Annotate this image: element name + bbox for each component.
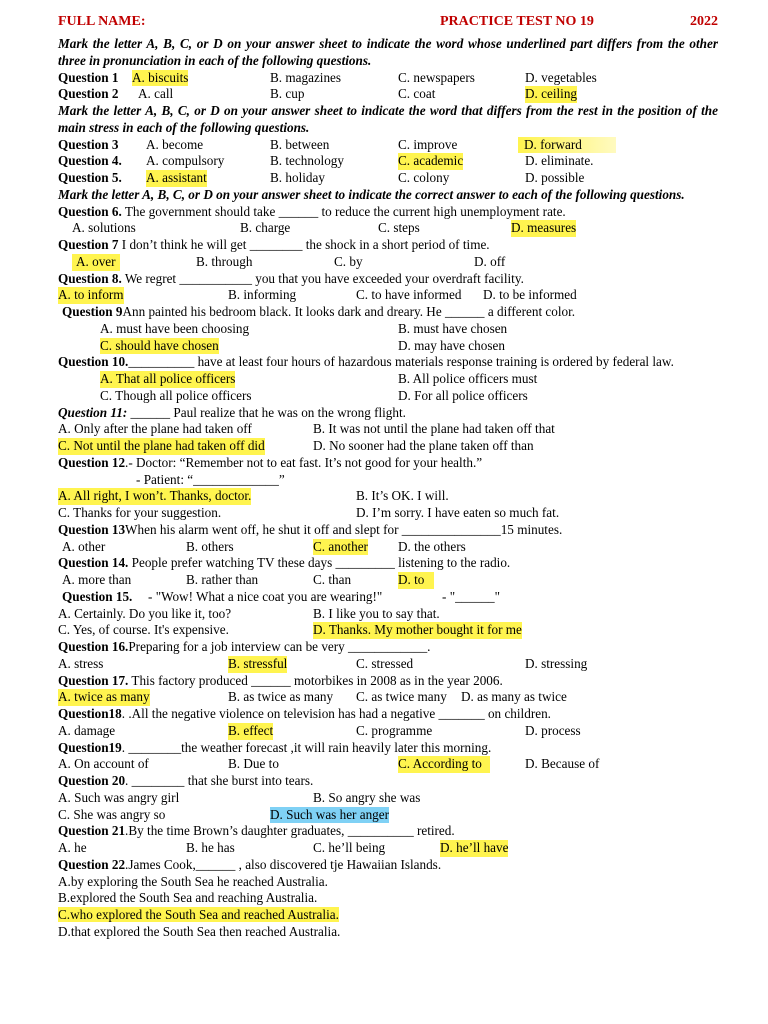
option-b: B. It was not until the plane had taken off that: [313, 421, 555, 437]
question-18-options: [58, 723, 718, 740]
option-b: B. effect: [228, 722, 274, 738]
option-d: D. vegetables: [525, 69, 597, 85]
question-12: [58, 455, 718, 472]
option-c: C. as twice many: [356, 689, 447, 705]
instruction-stress: Mark the letter A, B, C, or D on your answer sheet to indicate the word that differs from the rest in the position of the main stress in each of the following questions.: [58, 103, 718, 135]
option-a: A. On account of: [58, 756, 149, 772]
option-a: A. compulsory: [146, 153, 225, 169]
question-stem: I don’t think he will get ________ the shock in a short period of time.: [121, 237, 490, 252]
option-c: C. another: [313, 538, 368, 554]
option-c-line: [58, 907, 718, 924]
question-20: [58, 773, 718, 790]
option-d: D. the others: [398, 538, 466, 554]
test-year: 2022: [690, 14, 718, 29]
instruction-pronunciation: Mark the letter A, B, C, or D on your answer sheet to indicate the word whose underlined part differs from the other three in pronunciation in each of the following questions.: [58, 36, 718, 68]
option-b: B. between: [270, 136, 330, 152]
option-a: A. to inform: [58, 287, 124, 303]
question-20-options-cd: [58, 807, 718, 824]
test-page: [58, 14, 718, 941]
question-label: Question 16.: [58, 639, 129, 654]
option-d: D. to be informed: [483, 287, 577, 303]
question-15-options-ab: [58, 606, 718, 623]
question-17-options: [58, 689, 718, 706]
question-21-options: [58, 840, 718, 857]
option-c: C. Though all police officers: [100, 387, 252, 403]
question-stem: We regret ___________ you that you have exceeded your overdraft facility.: [124, 270, 524, 286]
question-21: [58, 823, 718, 840]
question-label: Question 20: [58, 773, 126, 788]
option-d: D. ceiling: [525, 86, 578, 102]
question-stem: . ________the weather forecast ,it will rain heavily later this morning.: [121, 739, 492, 755]
option-b: B. others: [186, 538, 234, 554]
option-b: B. holiday: [270, 170, 325, 185]
option-d: D. Such was her anger: [270, 806, 390, 822]
question-label: Question19: [58, 739, 122, 755]
question-19-options: [58, 756, 718, 773]
option-c: C. steps: [378, 220, 420, 236]
option-a: A. must have been choosing: [100, 320, 250, 336]
option-c: C. coat: [398, 86, 436, 102]
question-stem: .James Cook,______ , also discovered tje Hawaiian Islands.: [125, 856, 442, 872]
option-a: A. call: [138, 86, 174, 102]
question-9-options-ab: [58, 321, 718, 338]
question-label: Question 22: [58, 856, 126, 872]
option-c: C. According to: [398, 756, 490, 773]
option-d: D. off: [474, 253, 506, 269]
question-15-options-cd: [58, 622, 718, 639]
option-c: C. by: [334, 253, 363, 269]
option-c: C. academic: [398, 153, 464, 169]
option-d: D.that explored the South Sea then reached Australia.: [58, 923, 341, 939]
option-b: B. cup: [270, 86, 305, 102]
option-c: C. to have informed: [356, 287, 462, 303]
option-c: C. than: [313, 572, 352, 587]
option-d: D. as many as twice: [461, 689, 567, 705]
option-d: D. stressing: [525, 655, 588, 671]
option-b: B. must have chosen: [398, 320, 508, 336]
option-b: B. technology: [270, 153, 344, 169]
option-a: A. assistant: [146, 170, 207, 185]
option-a: A. All right, I won’t. Thanks, doctor.: [58, 488, 252, 504]
full-name-label: FULL NAME:: [58, 14, 146, 29]
question-4: [58, 153, 718, 170]
option-c: C. newspapers: [398, 69, 475, 85]
option-d: D. I’m sorry. I have eaten so much fat.: [356, 505, 560, 520]
option-a: A. become: [146, 136, 204, 152]
option-a: A. damage: [58, 722, 116, 738]
question-22: [58, 857, 718, 874]
question-10-options-cd: [58, 388, 718, 405]
question-10-options-ab: [58, 371, 718, 388]
option-d: D. may have chosen: [398, 337, 505, 353]
question-stem: This factory produced ______ motorbikes in 2008 as in the year 2006.: [131, 672, 503, 688]
option-b: B. as twice as many: [228, 689, 334, 705]
reply-blank: - "______": [442, 588, 501, 604]
option-d: D. to: [398, 572, 434, 589]
option-c: C. programme: [356, 722, 433, 738]
option-c: C. Not until the plane had taken off did: [58, 438, 265, 453]
question-2: [58, 86, 718, 103]
option-c: C.who explored the South Sea and reached Australia.: [58, 907, 339, 922]
option-d: D. measures: [511, 220, 577, 236]
question-label: Question 11:: [58, 404, 128, 420]
question-stem: . ________ that she burst into tears.: [125, 773, 314, 788]
option-d: D. possible: [525, 170, 585, 185]
option-b: B. I like you to say that.: [313, 605, 440, 621]
option-d: D. For all police officers: [398, 387, 528, 403]
option-d: D. No sooner had the plane taken off than: [313, 438, 534, 453]
question-16: [58, 639, 718, 656]
question-label: Question 15.: [62, 588, 133, 604]
option-a: A. solutions: [72, 220, 136, 236]
question-13-options: [58, 539, 718, 556]
question-14: [58, 555, 718, 572]
question-13: [58, 522, 718, 539]
question-label: Question 17.: [58, 672, 129, 688]
option-d: D. process: [525, 722, 581, 738]
question-stem: - "Wow! What a nice coat you are wearing!": [148, 588, 383, 604]
question-label: Question 3: [58, 136, 119, 152]
question-label: Question18: [58, 706, 122, 721]
option-c: C. he’ll being: [313, 840, 386, 855]
patient-reply: - Patient: “_____________”: [136, 471, 285, 487]
question-8: [58, 271, 718, 288]
option-a: A. biscuits: [132, 69, 189, 85]
question-stem: .By the time Brown’s daughter graduates, __________ retired.: [125, 823, 455, 839]
option-b: B. he has: [186, 840, 235, 855]
question-9-options-cd: [58, 338, 718, 355]
question-stem: . .All the negative violence on television has had a negative _______ on children.: [121, 706, 551, 721]
question-stem: .- Doctor: “Remember not to eat fast. It’s not good for your health.”: [125, 454, 483, 470]
question-stem: __________ have at least four hours of hazardous materials response training is ordered by federal law.: [128, 354, 674, 370]
question-6: [58, 204, 718, 221]
option-b: B. through: [196, 253, 253, 269]
question-stem: Ann painted his bedroom black. It looks dark and dreary. He ______ a different color.: [122, 304, 576, 319]
question-14-options: [58, 572, 718, 589]
question-12-options-cd: [58, 505, 718, 522]
test-title: PRACTICE TEST NO 19: [440, 14, 594, 29]
instruction-correct-answer: Mark the letter A, B, C, or D on your answer sheet to indicate the correct answer to each of the following questions.: [58, 186, 685, 202]
question-stem: Preparing for a job interview can be very ____________.: [128, 639, 431, 654]
question-11-options-ab: [58, 421, 718, 438]
question-label: Question 14.: [58, 555, 129, 571]
option-b: B. Due to: [228, 756, 279, 772]
option-b: B. rather than: [186, 572, 259, 587]
option-b: B. charge: [240, 220, 291, 236]
question-stem: The government should take ______ to reduce the current high unemployment rate.: [124, 203, 566, 219]
option-c: C. colony: [398, 170, 450, 185]
question-18: [58, 706, 718, 723]
question-17: [58, 673, 718, 690]
question-label: Question 1: [58, 69, 119, 85]
option-b: B. It’s OK. I will.: [356, 488, 449, 504]
question-12-patient-line: [58, 472, 718, 489]
option-d: D. forward: [518, 137, 616, 154]
option-a: A. more than: [62, 572, 132, 587]
option-c: C. improve: [398, 136, 458, 152]
question-12-options-ab: [58, 488, 718, 505]
question-label: Question 4.: [58, 153, 122, 169]
option-b: B. magazines: [270, 69, 342, 85]
option-c: C. Yes, of course. It's expensive.: [58, 622, 229, 638]
question-label: Question 5.: [58, 170, 122, 185]
option-d: D. Because of: [525, 756, 600, 772]
option-b: B. informing: [228, 287, 297, 303]
question-stem: When his alarm went off, he shut it off and slept for _______________15 minutes.: [125, 521, 563, 537]
question-6-options: [58, 220, 718, 237]
question-stem: ______ Paul realize that he was on the wrong flight.: [130, 404, 406, 420]
question-8-options: [58, 287, 718, 304]
option-c: C. Thanks for your suggestion.: [58, 505, 222, 520]
question-11: [58, 405, 718, 422]
question-label: Question 7: [58, 237, 119, 252]
question-stem: People prefer watching TV these days _________ listening to the radio.: [131, 555, 511, 571]
question-label: Question 21: [58, 823, 126, 839]
option-b: B.explored the South Sea and reaching Australia.: [58, 890, 318, 906]
option-a: A. Only after the plane had taken off: [58, 421, 252, 437]
option-a: A. over: [72, 254, 120, 271]
option-a: A. he: [58, 840, 87, 855]
question-15: [58, 589, 718, 606]
option-c: C. She was angry so: [58, 806, 166, 822]
option-a: A. That all police officers: [100, 371, 236, 386]
question-7: [58, 237, 718, 254]
option-b: B. So angry she was: [313, 789, 421, 805]
option-b: B. stressful: [228, 655, 288, 671]
option-a: A. Such was angry girl: [58, 789, 180, 805]
question-label: Question 10.: [58, 354, 129, 370]
question-7-options: [58, 254, 718, 271]
option-c: C. should have chosen: [100, 337, 219, 353]
question-label: Question 2: [58, 86, 119, 102]
option-a: A. stress: [58, 655, 104, 671]
option-b: B. All police officers must: [398, 371, 538, 386]
option-a: A. Certainly. Do you like it, too?: [58, 605, 232, 621]
question-20-options-ab: [58, 790, 718, 807]
question-19: [58, 740, 718, 757]
question-10: [58, 354, 718, 371]
question-9: [58, 304, 718, 321]
option-d: D. he’ll have: [440, 840, 509, 855]
question-label: Question 8.: [58, 270, 122, 286]
option-d: D. Thanks. My mother bought it for me: [313, 622, 522, 638]
question-label: Question 6.: [58, 203, 122, 219]
question-label: Question 12: [58, 454, 126, 470]
option-d: D. eliminate.: [525, 153, 594, 169]
question-16-options: [58, 656, 718, 673]
option-a: A. twice as many: [58, 689, 150, 705]
question-11-options-cd: [58, 438, 718, 455]
question-3: [58, 137, 718, 154]
question-label: Question 9: [62, 304, 123, 319]
page-header: [58, 14, 718, 36]
question-label: Question 13: [58, 521, 126, 537]
question-5: [58, 170, 718, 187]
option-c: C. stressed: [356, 655, 414, 671]
question-1: [58, 70, 718, 87]
option-a: A.by exploring the South Sea he reached Australia.: [58, 873, 328, 889]
option-a: A. other: [62, 538, 106, 554]
